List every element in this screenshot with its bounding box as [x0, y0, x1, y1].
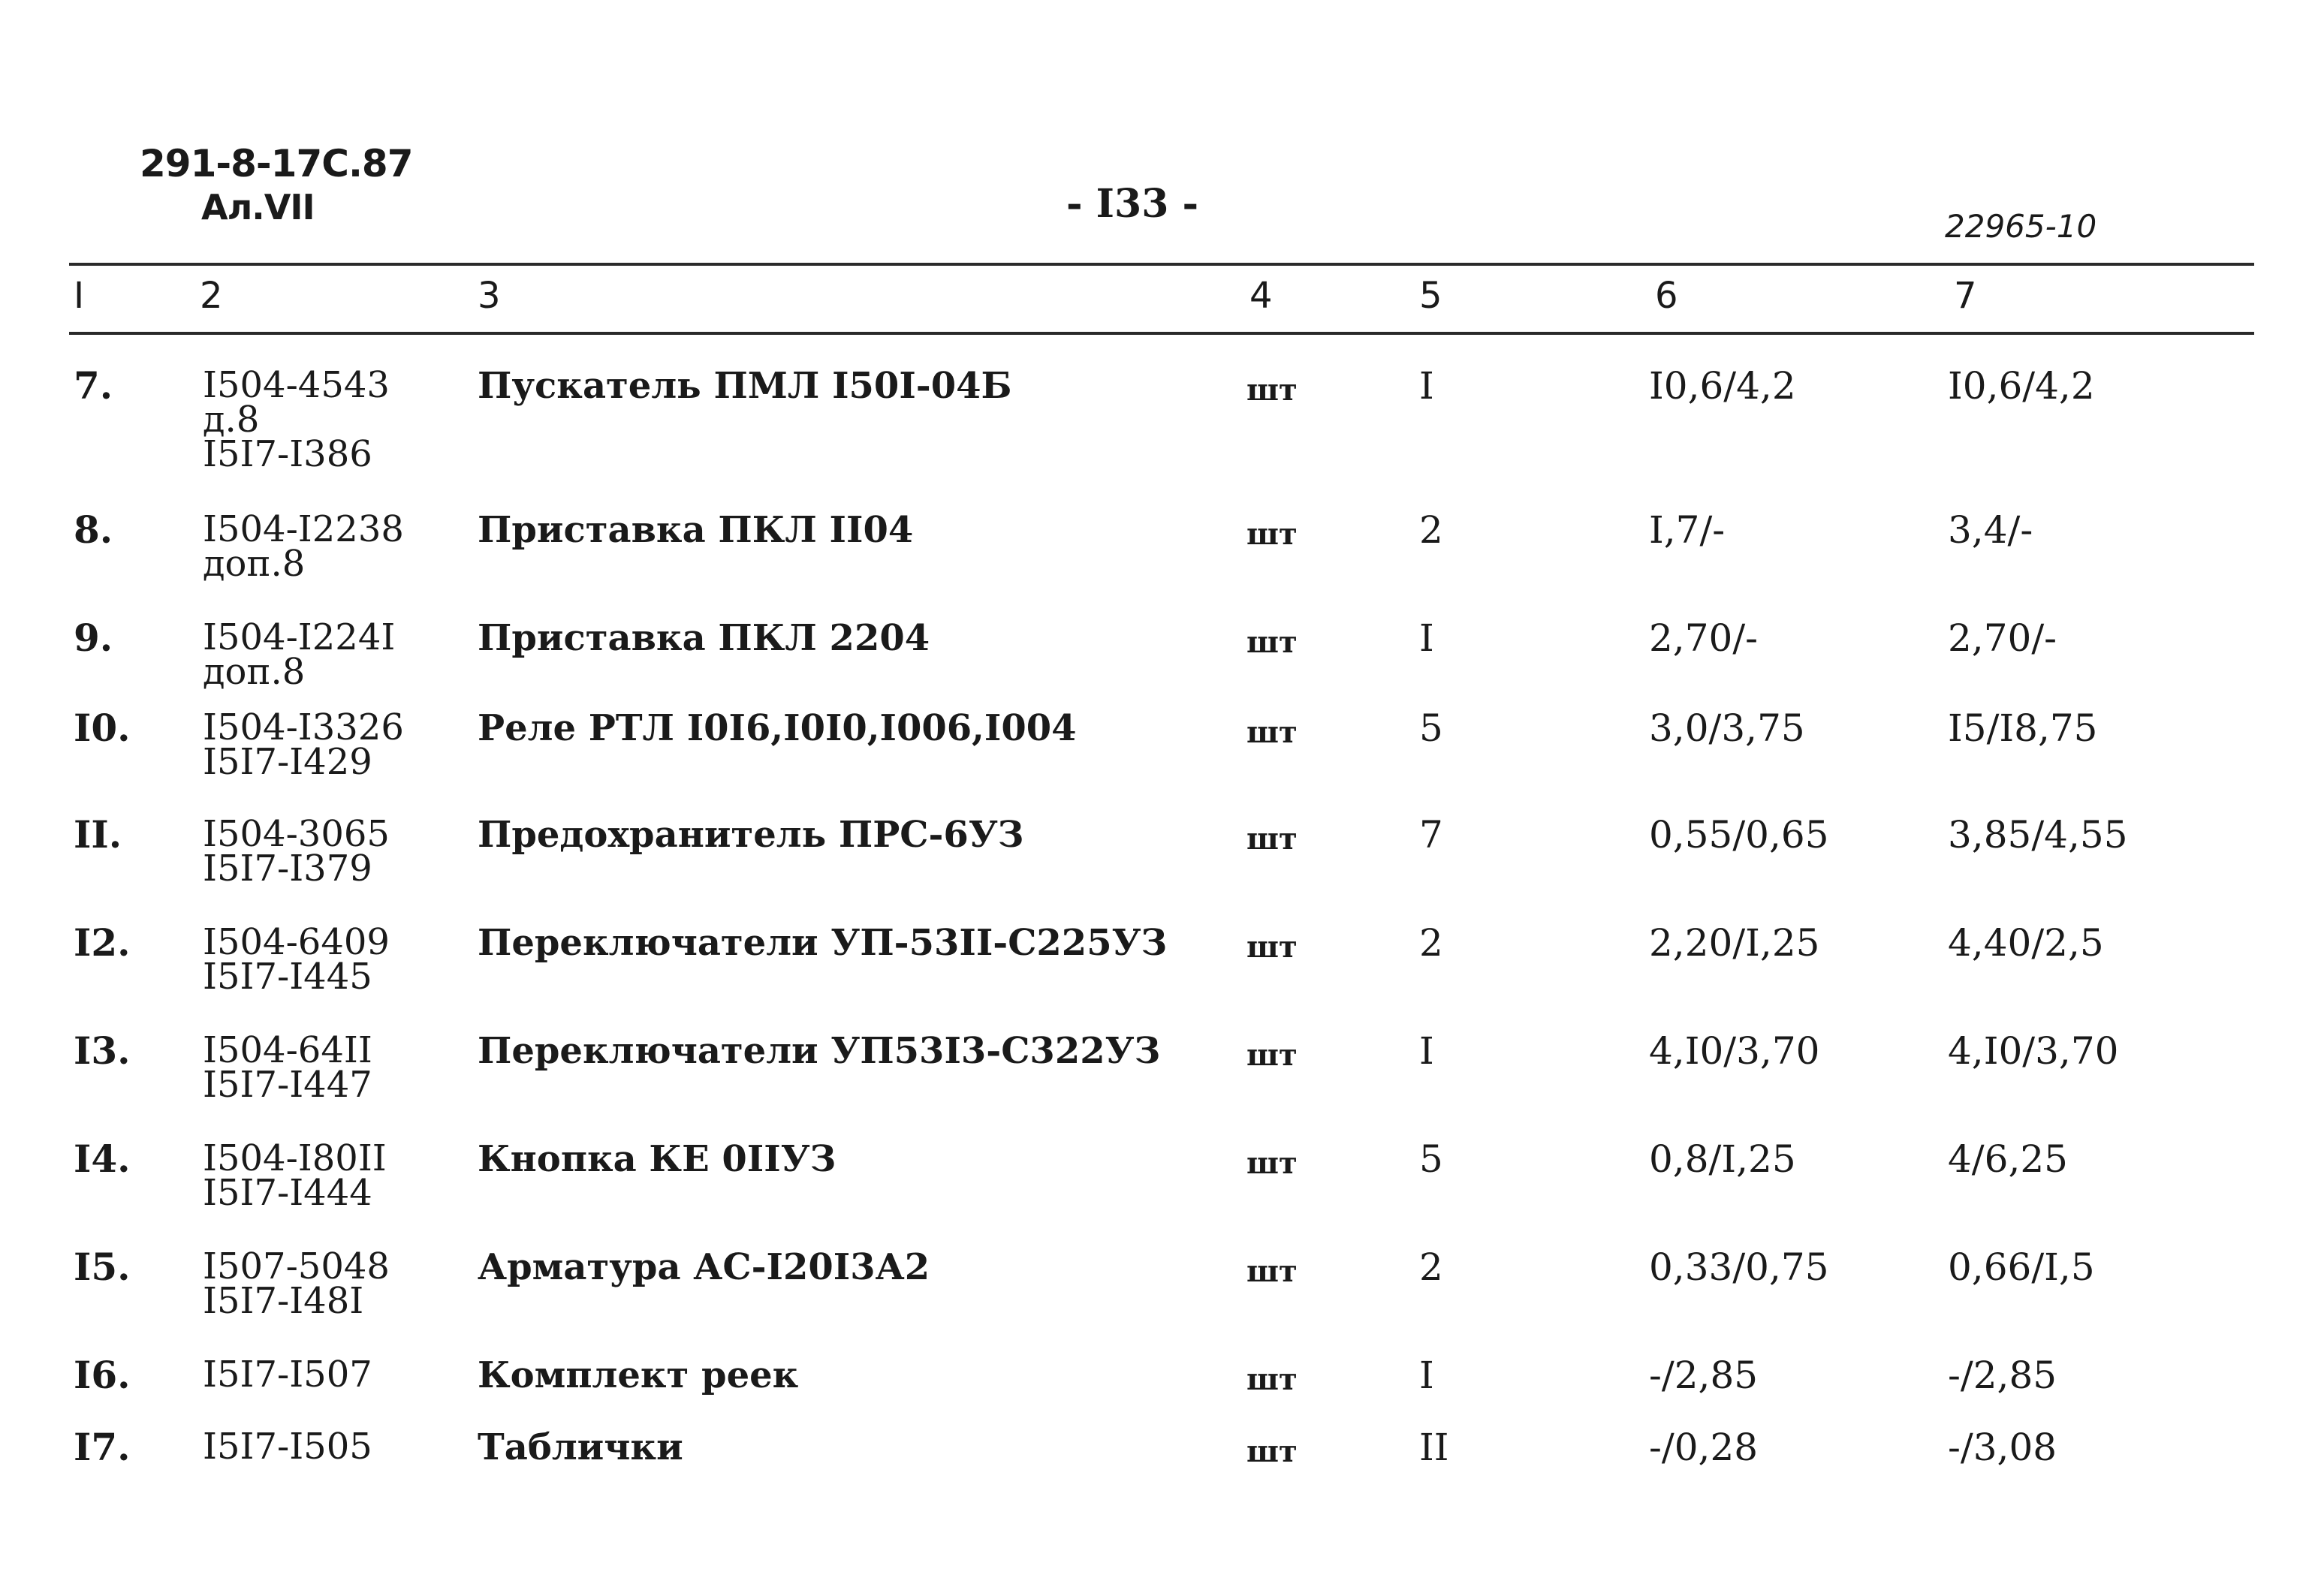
catalog-code-line: д.8	[203, 399, 260, 441]
item-name: Приставка ПКЛ II04	[478, 509, 914, 551]
row-number: I0.	[74, 706, 131, 750]
catalog-code	[203, 364, 390, 475]
total-value: 3,85/4,55	[1948, 813, 2128, 857]
unit-value: 4,I0/3,70	[1649, 1029, 1820, 1073]
catalog-code	[203, 1426, 372, 1468]
item-name: Арматура АС-I20I3А2	[478, 1246, 930, 1288]
quantity: 2	[1419, 1245, 1443, 1289]
catalog-code-line: I504-I80II	[203, 1137, 387, 1179]
row-number: II.	[74, 812, 122, 857]
unit-of-measure: шт	[1246, 715, 1298, 750]
total-value: -/2,85	[1948, 1354, 2057, 1397]
catalog-code	[203, 1137, 387, 1214]
table-top-rule	[69, 263, 2254, 266]
album-number: Ал.VII	[201, 187, 315, 227]
column-header-5: 5	[1419, 275, 1442, 317]
catalog-code-line: I5I7-I48I	[203, 1280, 364, 1322]
total-value: 3,4/-	[1948, 508, 2033, 552]
total-value: I5/I8,75	[1948, 706, 2098, 750]
catalog-code-line: I5I7-I386	[203, 433, 372, 475]
inventory-stamp: 22965-10	[1945, 208, 2097, 245]
catalog-code-line: I504-4543	[203, 364, 390, 406]
total-value: 2,70/-	[1948, 616, 2057, 660]
catalog-code-line: I504-3065	[203, 813, 390, 855]
catalog-code-line: I5I7-I447	[203, 1064, 372, 1106]
unit-of-measure: шт	[1246, 1146, 1298, 1181]
catalog-code-line: I504-I3326	[203, 706, 404, 748]
catalog-code	[203, 616, 396, 693]
column-header-2: 2	[200, 275, 223, 317]
total-value: 4,I0/3,70	[1948, 1029, 2119, 1073]
catalog-code	[203, 1245, 390, 1322]
quantity: I	[1419, 1029, 1434, 1073]
total-value: 0,66/I,5	[1948, 1245, 2095, 1289]
item-name: Приставка ПКЛ 2204	[478, 617, 930, 659]
total-value: -/3,08	[1948, 1426, 2057, 1469]
unit-value: 3,0/3,75	[1649, 706, 1805, 750]
column-header-4: 4	[1249, 275, 1273, 317]
quantity: 5	[1419, 1137, 1443, 1181]
catalog-code	[203, 813, 390, 890]
row-number: 7.	[74, 363, 113, 408]
unit-of-measure: шт	[1246, 1434, 1298, 1469]
column-header-1: I	[74, 275, 85, 317]
unit-value: -/2,85	[1649, 1354, 1759, 1397]
unit-value: 2,20/I,25	[1649, 921, 1820, 965]
row-number: I4.	[74, 1137, 131, 1181]
column-header-7: 7	[1954, 275, 1977, 317]
catalog-code-line: доп.8	[203, 543, 306, 585]
catalog-code	[203, 921, 390, 998]
item-name: Реле РТЛ I0I6,I0I0,I006,I004	[478, 707, 1077, 749]
unit-value: 0,55/0,65	[1649, 813, 1829, 857]
catalog-code-line: I504-I224I	[203, 616, 396, 658]
catalog-code	[203, 508, 404, 585]
column-header-6: 6	[1655, 275, 1678, 317]
row-number: I5.	[74, 1245, 131, 1289]
item-name: Комплект реек	[478, 1354, 799, 1396]
catalog-code-line: I504-64II	[203, 1029, 372, 1071]
row-number: I3.	[74, 1028, 131, 1073]
total-value: 4/6,25	[1948, 1137, 2068, 1181]
item-name: Таблички	[478, 1426, 683, 1468]
document-designation	[140, 141, 413, 228]
unit-of-measure: шт	[1246, 1254, 1298, 1289]
unit-of-measure: шт	[1246, 516, 1298, 552]
catalog-code-line: I504-6409	[203, 921, 390, 963]
catalog-code	[203, 706, 404, 783]
catalog-code-line: I507-5048	[203, 1245, 390, 1287]
quantity: 7	[1419, 813, 1443, 857]
catalog-code-line: I5I7-I444	[203, 1172, 372, 1214]
quantity: 5	[1419, 706, 1443, 750]
unit-of-measure: шт	[1246, 1362, 1298, 1397]
row-number: I7.	[74, 1425, 131, 1469]
table-header-rule	[69, 332, 2254, 335]
item-name: Переключатели УП-53II-С225УЗ	[478, 922, 1168, 964]
catalog-code	[203, 1354, 372, 1396]
unit-of-measure: шт	[1246, 372, 1298, 408]
catalog-code-line: I5I7-I505	[203, 1426, 372, 1468]
catalog-code	[203, 1029, 372, 1106]
item-name: Пускатель ПМЛ I50I-04Б	[478, 365, 1012, 407]
unit-value: I,7/-	[1649, 508, 1726, 552]
catalog-code-line: I5I7-I507	[203, 1354, 372, 1396]
column-header-3: 3	[478, 275, 501, 317]
catalog-code-line: I5I7-I429	[203, 741, 372, 783]
row-number: 8.	[74, 507, 113, 552]
catalog-code-line: I5I7-I445	[203, 956, 372, 998]
quantity: 2	[1419, 508, 1443, 552]
document-number: 291-8-17С.87	[140, 142, 413, 185]
total-value: 4,40/2,5	[1948, 921, 2104, 965]
unit-value: I0,6/4,2	[1649, 364, 1796, 408]
unit-of-measure: шт	[1246, 929, 1298, 965]
catalog-code-line: доп.8	[203, 651, 306, 693]
quantity: I	[1419, 1354, 1434, 1397]
catalog-code-line: I504-I2238	[203, 508, 404, 550]
item-name: Предохранитель ПРС-6УЗ	[478, 814, 1024, 856]
quantity: 2	[1419, 921, 1443, 965]
quantity: I	[1419, 616, 1434, 660]
unit-value: 2,70/-	[1649, 616, 1759, 660]
unit-value: 0,8/I,25	[1649, 1137, 1796, 1181]
catalog-code-line: I5I7-I379	[203, 848, 372, 890]
quantity: II	[1419, 1426, 1449, 1469]
unit-of-measure: шт	[1246, 1037, 1298, 1073]
row-number: I6.	[74, 1353, 131, 1397]
item-name: Переключатели УП53I3-С322УЗ	[478, 1030, 1161, 1072]
unit-of-measure: шт	[1246, 625, 1298, 660]
unit-value: 0,33/0,75	[1649, 1245, 1829, 1289]
page-number: - I33 -	[1066, 181, 1199, 227]
item-name: Кнопка КЕ 0IIУЗ	[478, 1138, 836, 1180]
row-number: 9.	[74, 616, 113, 660]
row-number: I2.	[74, 920, 131, 965]
total-value: I0,6/4,2	[1948, 364, 2095, 408]
unit-of-measure: шт	[1246, 821, 1298, 857]
unit-value: -/0,28	[1649, 1426, 1759, 1469]
quantity: I	[1419, 364, 1434, 408]
